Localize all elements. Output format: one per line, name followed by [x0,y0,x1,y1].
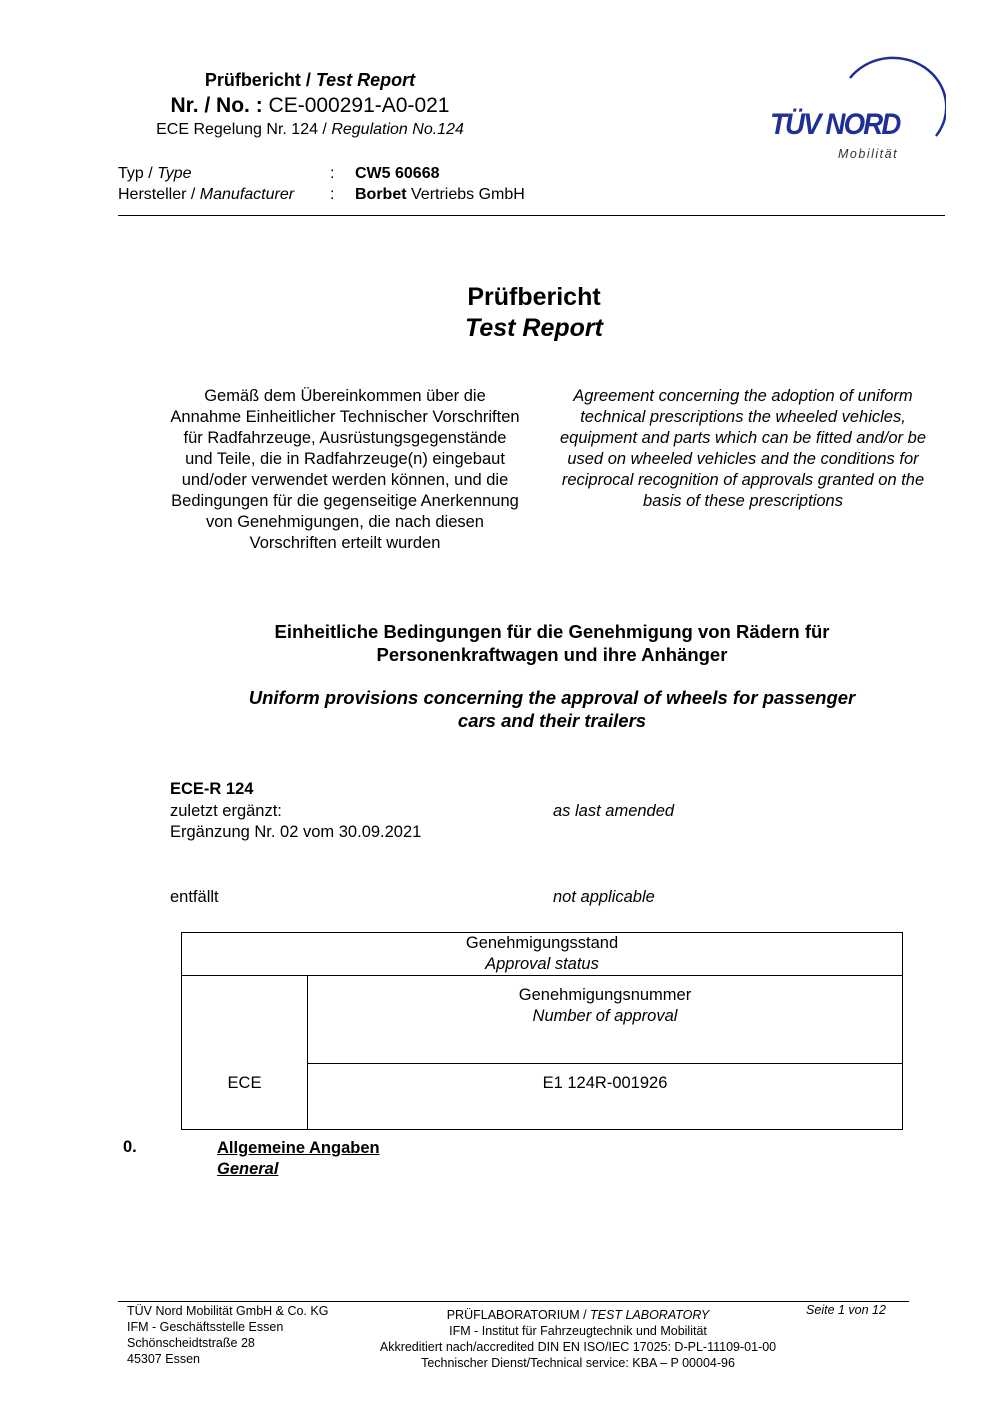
regulation-code: ECE-R 124 [170,780,254,798]
logo-brand-text: TÜV NORD [770,108,900,141]
footer-laboratory [330,1307,826,1371]
amended-label-en: as last amended [553,802,675,820]
approval-number-value: E1 124R-001926 [542,1074,668,1092]
agreement-text-en: Agreement concerning the adoption of uniform technical prescriptions the wheeled vehicles, equipment and parts which can be fitted and/or be used on wheeled vehicles and the conditions for reciprocal recognition of approvals granted on the basis of these prescriptions [560,387,926,510]
footer-office: IFM - Geschäftsstelle Essen [127,1320,284,1334]
footer-address [127,1303,328,1367]
approval-number-header [308,985,902,1027]
section-title-de: Allgemeine Angaben [217,1139,380,1157]
footer-lab-en: TEST LABORATORY [590,1308,710,1322]
report-label-en: Test Report [315,70,416,90]
approval-scheme-label: ECE [227,1074,262,1092]
report-number-label: Nr. / No. : [170,94,269,117]
footer-institute: IFM - Institut für Fahrzeugtechnik und Mobilität [449,1324,707,1338]
footer-city: 45307 Essen [127,1352,200,1366]
footer-street: Schönscheidtstraße 28 [127,1336,255,1350]
manufacturer-label-de: Hersteller / [118,186,200,203]
header-divider [118,215,945,216]
footer-lab-title [330,1307,826,1323]
approval-number-header-de: Genehmigungsnummer [518,986,692,1004]
page-number: Seite 1 von 12 [806,1303,886,1317]
report-heading [118,70,502,91]
report-number [118,94,502,118]
section-title-en: General [217,1160,279,1178]
table-header-de: Genehmigungsstand [465,934,619,952]
section-title [217,1138,380,1180]
table-divider [182,975,902,976]
type-label [118,164,328,184]
regulation-de: ECE Regelung Nr. 124 / [156,121,332,138]
type-label-en: Type [157,165,192,182]
footer-divider [118,1301,909,1302]
table-header-en: Approval status [485,955,599,973]
not-applicable-en: not applicable [553,888,655,906]
manufacturer-brand: Borbet [355,186,407,203]
regulation-line [118,121,502,139]
manufacturer-value [355,185,525,205]
footer-lab-de: PRÜFLABORATORIUM / [446,1308,591,1322]
manufacturer-label [118,185,328,205]
amended-label-de: zuletzt ergänzt: [170,802,282,820]
provisions-title-en: Uniform provisions concerning the approval of wheels for passenger cars and their trailers [248,687,856,731]
approval-status-table [181,932,903,1130]
footer-accreditation: Akkreditiert nach/accredited DIN EN ISO/IEC 17025: D-PL-11109-01-00 [379,1340,777,1354]
section-number: 0. [123,1138,137,1156]
report-number-value: CE-000291-A0-021 [268,94,450,117]
provisions-title-de: Einheitliche Bedingungen für die Genehmigung von Rädern für Personenkraftwagen und ihre Anhänger [274,621,830,665]
type-value: CW5 60668 [355,165,440,182]
not-applicable-de: entfällt [170,888,219,906]
type-label-de: Typ / [118,165,158,182]
footer-company: TÜV Nord Mobilität GmbH & Co. KG [127,1304,329,1318]
logo-subtitle: Mobilität [838,147,899,161]
title-de: Prüfbericht [467,283,601,311]
type-colon: : [330,165,335,182]
supplement-text: Ergänzung Nr. 02 vom 30.09.2021 [170,823,422,841]
regulation-en: Regulation No.124 [331,121,464,138]
approval-number-header-en: Number of approval [532,1007,678,1025]
tuv-nord-logo [766,56,946,166]
report-label-de: Prüfbericht / [204,70,316,90]
agreement-text-de: Gemäß dem Übereinkommen über die Annahme Einheitlicher Technischer Vorschriften für Radfahrzeuge, Ausrüstungsgegenstände und Teile, die in Radfahrzeuge(n) eingebaut und/oder verwendet werden können, und die Bedingungen für die gegenseitige Anerkennung von Genehmigungen, die nach diesen Vorschriften erteilt wurden [170,387,520,552]
table-header [182,933,902,975]
table-row-divider [307,1063,902,1064]
manufacturer-rest: Vertriebs GmbH [406,186,525,203]
manufacturer-colon: : [330,186,335,203]
manufacturer-label-en: Manufacturer [199,186,295,203]
title-en: Test Report [465,314,603,342]
footer-technical-service: Technischer Dienst/Technical service: KBA – P 00004-96 [421,1356,735,1370]
